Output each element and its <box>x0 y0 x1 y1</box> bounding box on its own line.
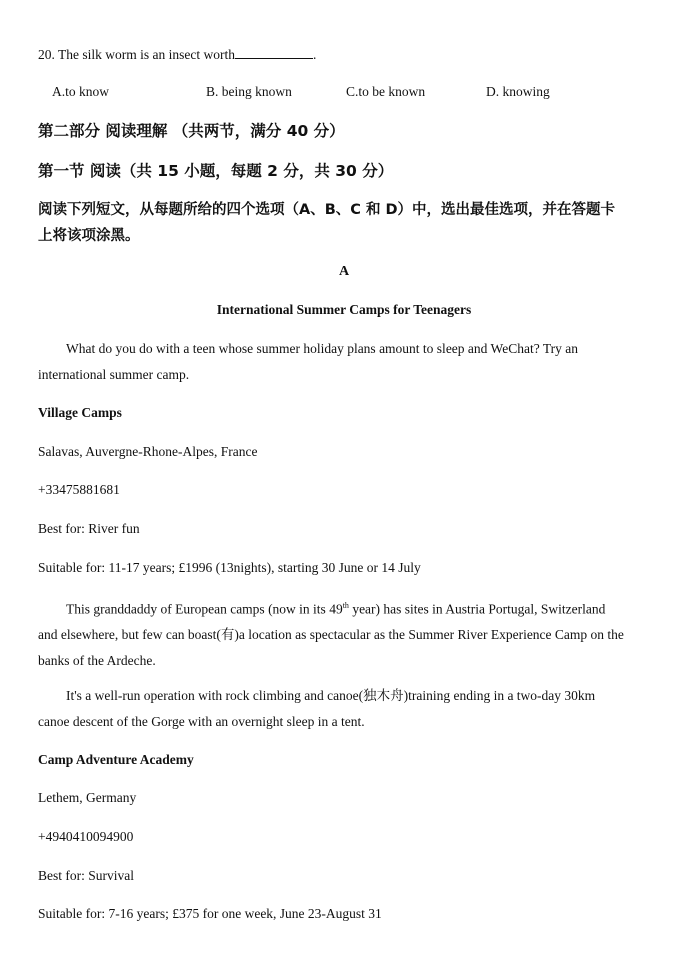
intro-line-1: What do you do with a teen whose summer holiday plans amount to sleep and WeChat? Try an <box>66 341 578 356</box>
camp1-paragraph-1 <box>38 593 650 673</box>
part-title: 第二部分 阅读理解 （共两节，满分 40 分） <box>38 122 345 140</box>
subsection-title: 第一节 阅读（共 15 小题，每题 2 分，共 30 分） <box>38 162 394 180</box>
camp1-best-for: Best for: River fun <box>38 521 140 536</box>
camp1-location: Salavas, Auvergne-Rhone-Alpes, France <box>38 444 258 459</box>
camp2-best-for: Best for: Survival <box>38 868 134 883</box>
camp1-para1-line2: and elsewhere, but few can boast(有)a location as spectacular as the Summer River Experience Camp on the <box>38 627 624 642</box>
camp2-name: Camp Adventure Academy <box>38 752 194 767</box>
question-20 <box>38 46 316 63</box>
option-a: A.to know <box>52 84 109 99</box>
instructions-line-1: 阅读下列短文，从每题所给的四个选项（A、B、C 和 D）中，选出最佳选项，并在答题卡 <box>38 202 616 218</box>
option-c: C.to be known <box>346 84 426 99</box>
camp2-suitable: Suitable for: 7-16 years; £375 for one week, June 23-August 31 <box>38 906 382 921</box>
camp1-paragraph-2 <box>38 683 650 734</box>
camp1-para1-sup: th <box>342 601 349 610</box>
camp1-para2-line2: canoe descent of the Gorge with an overnight sleep in a tent. <box>38 713 365 729</box>
camp1-suitable: Suitable for: 11-17 years; £1996 (13nights), starting 30 June or 14 July <box>38 560 421 575</box>
option-b: B. being known <box>206 84 292 99</box>
intro-paragraph <box>38 336 650 387</box>
camp2-location: Lethem, Germany <box>38 790 137 805</box>
camp1-phone: +33475881681 <box>38 482 120 497</box>
answer-blank <box>235 46 313 59</box>
instructions-line-2: 上将该项涂黑。 <box>38 228 140 244</box>
option-d: D. knowing <box>486 84 550 99</box>
camp1-para2-line1: It's a well-run operation with rock climbing and canoe(独木舟)training ending in a two-day 30km <box>66 688 596 703</box>
camp2-phone: +4940410094900 <box>38 829 134 844</box>
passage-letter: A <box>338 264 350 279</box>
camp1-para1-b: year) has sites in Austria Portugal, Switzerland <box>348 601 606 617</box>
camp1-name: Village Camps <box>38 405 122 420</box>
intro-line-2: international summer camp. <box>38 366 190 382</box>
question-end: . <box>312 47 317 62</box>
camp1-para1-a: This granddaddy of European camps (now in its 49 <box>66 601 343 617</box>
camp1-para1-line3: banks of the Ardeche. <box>38 652 156 668</box>
question-text: 20. The silk worm is an insect worth <box>38 47 235 62</box>
passage-title: International Summer Camps for Teenagers <box>216 302 472 317</box>
